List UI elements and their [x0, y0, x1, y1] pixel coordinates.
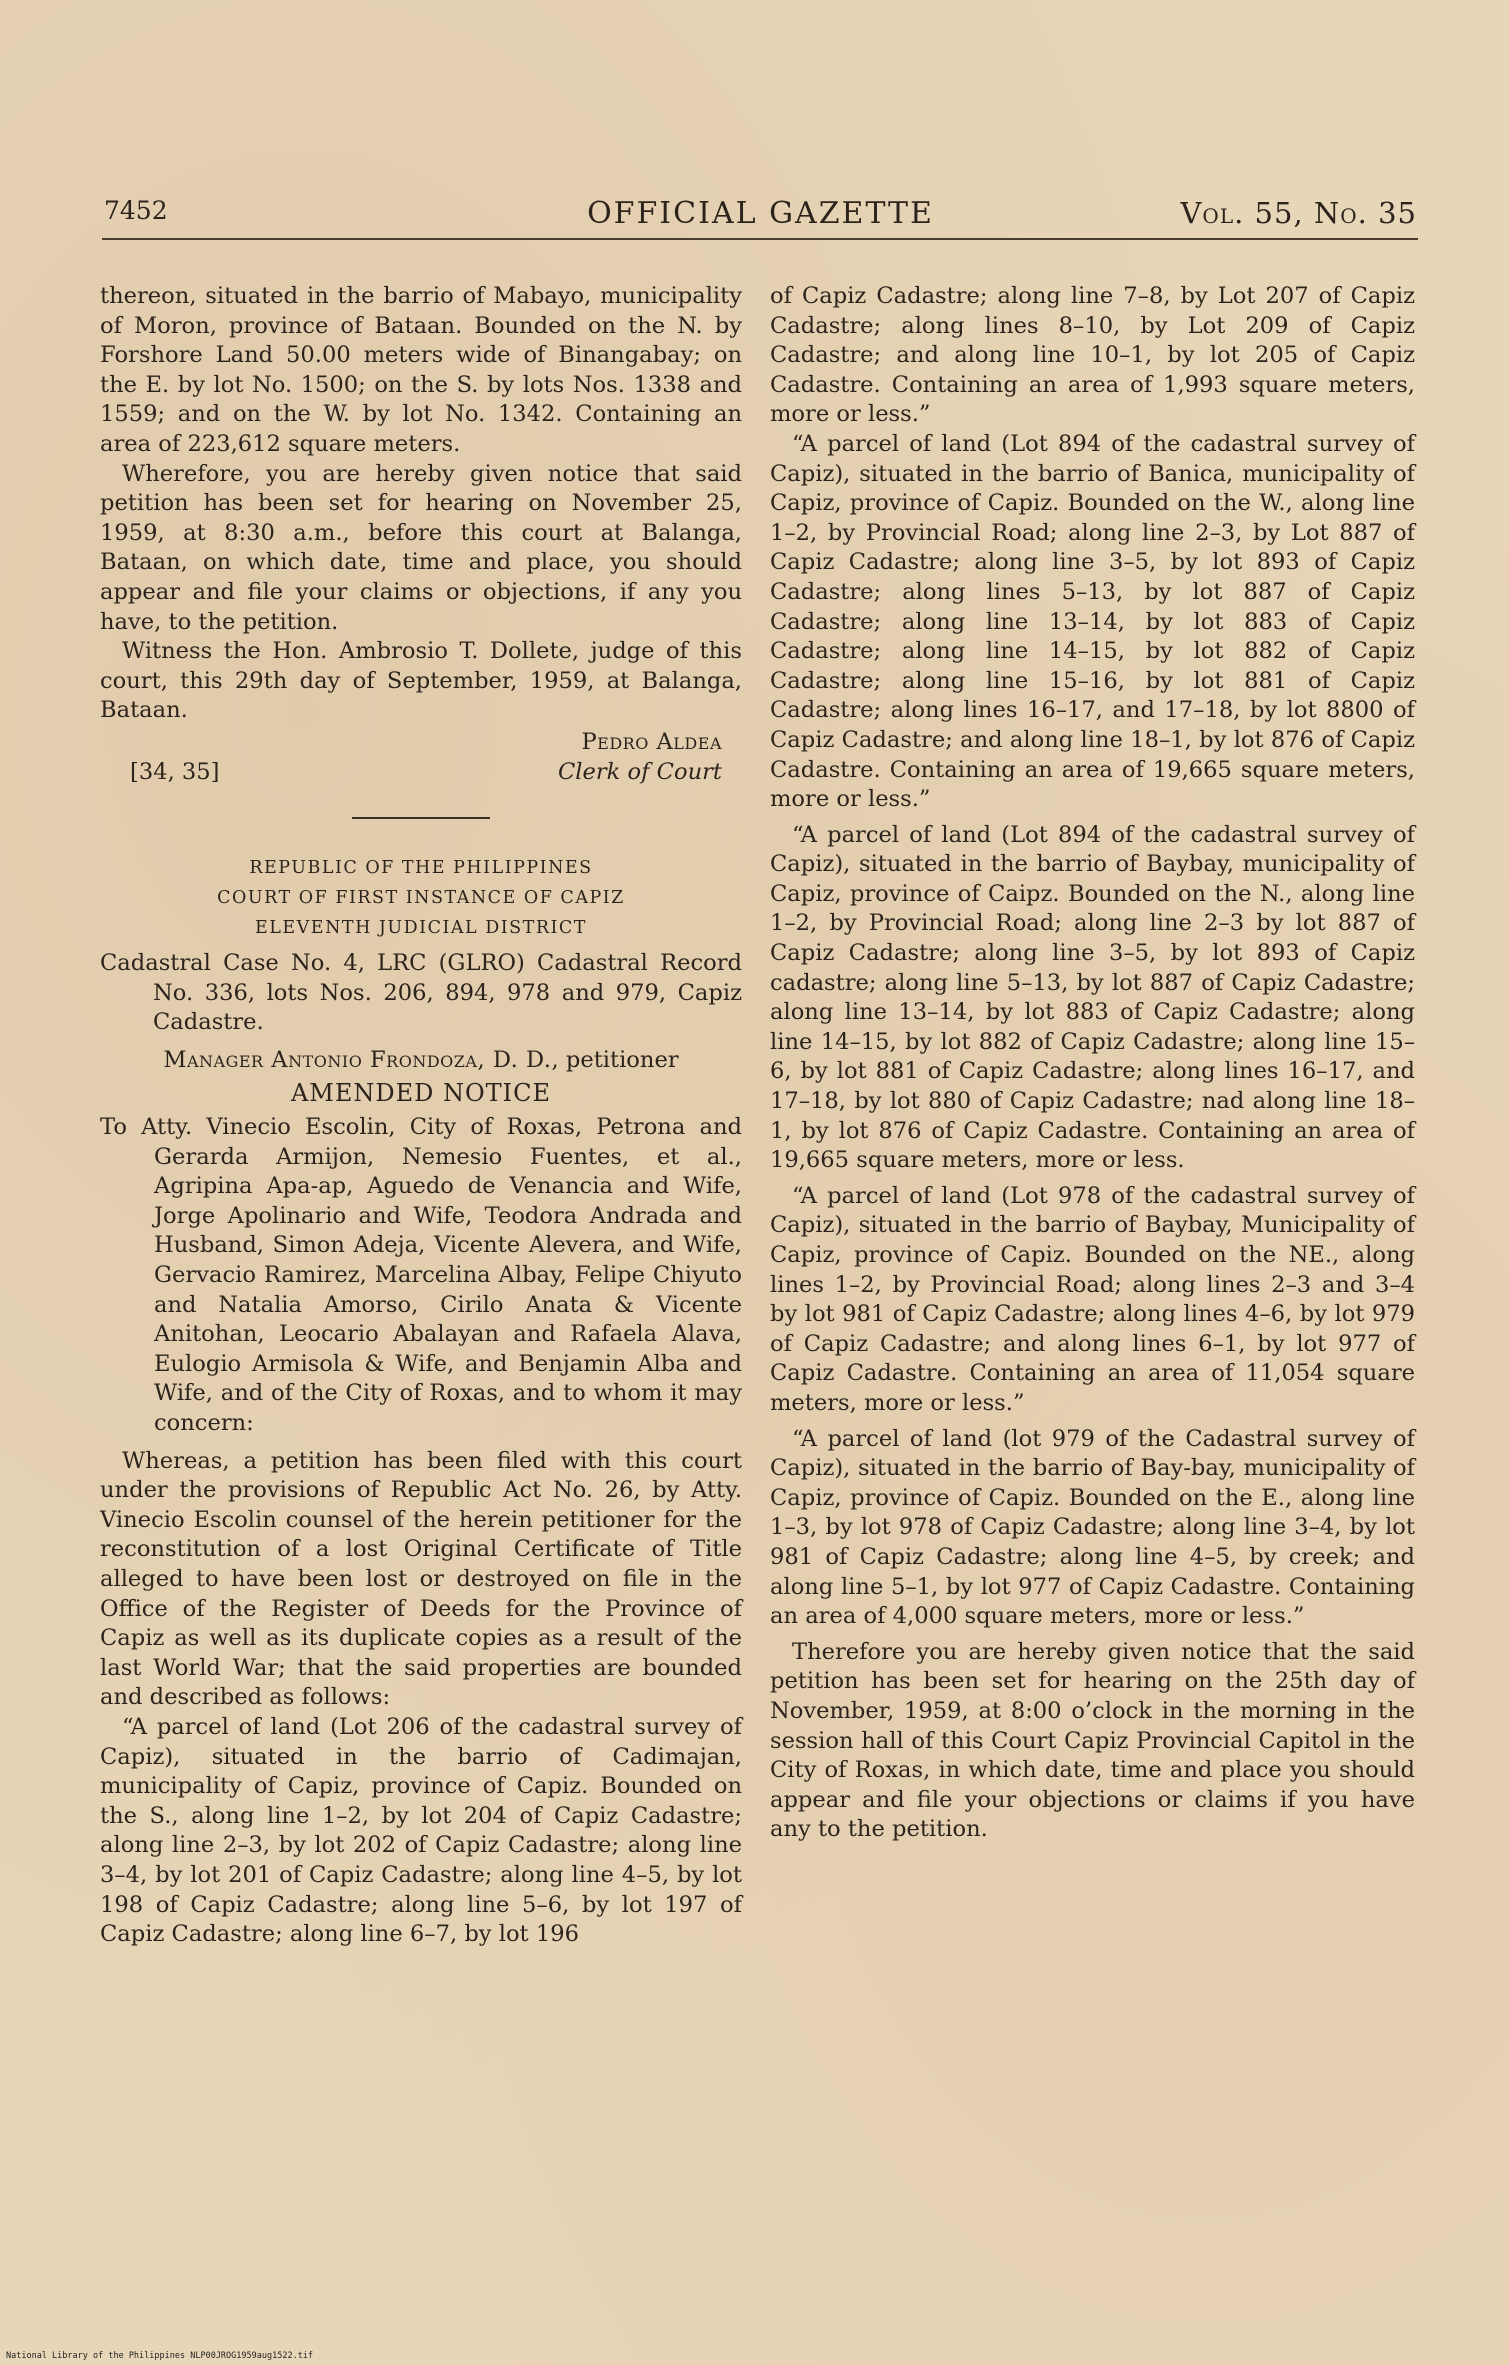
- right-paragraph: “A parcel of land (Lot 894 of the cadastral survey of Capiz), situated in the barrio of Baybay, municipality of Capiz, province of Caipz. Bounded on the N., along line 1–2, by Provincial Road; along line 2–3 by lot 887 of Capiz Cadastre; along line 3–5, by lot 893 of Capiz cadastre; along line 5–13, by lot 887 of Capiz Cadastre; along line 13–14, by lot 883 of Capiz Cadastre; along line 14–15, by lot 882 of Capiz Cadastre; along line 15–6, by lot 881 of Capiz Cadastre; along lines 16–17, and 17–18, by lot 880 of Capiz Cadastre; nad along line 18–1, by lot 876 of Capiz Cadastre. Containing an area of 19,665 square meters, more or less.: [770, 821, 1415, 1174]
- addressees: To Atty. Vinecio Escolin, City of Roxas, Petrona and Gerarda Armijon, Nemesio Fuentes, et al., Agripina Apa-ap, Aguedo de Venancia and Wife, Jorge Apolinario and Wife, Teodora Andrada and Husband, Simon Adeja, Vicente Alevera, and Wife, Gervacio Ramirez, Marcelina Albay, Felipe Chiyuto and Natalia Amorso, Cirilo Anata & Vicente Anitohan, Leocario Abalayan and Rafaela Alava, Eulogio Armisola & Wife, and Benjamin Alba and Wife, and of the City of Roxas, and to whom it may concern:: [100, 1114, 742, 1436]
- petitioner-line: [100, 1046, 742, 1076]
- notice-title: AMENDED NOTICE: [290, 1079, 552, 1108]
- right-paragraph: “A parcel of land (lot 979 of the Cadastral survey of Capiz), situated in the barrio of Bay-bay, municipality of Capiz, province of Capiz. Bounded on the E., along line 1–3, by lot 978 of Capiz Cadastre; along line 3–4, by lot 981 of Capiz Cadastre; along line 4–5, by creek; and along line 5–1, by lot 977 of Capiz Cadastre. Containing an area of 4,000 square meters, more or less.”: [770, 1425, 1415, 1630]
- header-rule: [102, 238, 1418, 240]
- signer-title: Clerk of Court: [557, 758, 722, 785]
- left-paragraph: Whereas, a petition has been filed with this court under the provisions of Republic Act No. 26, by Atty. Vinecio Escolin counsel of the herein petitioner for the reconstitution of a lost Original Certificate of Title alleged to have been lost or destroyed on file in the Office of the Register of Deeds for the Province of Capiz as well as its duplicate copies as a result of the last World War; that the said properties are bounded and described as follows:: [100, 1447, 742, 1711]
- right-paragraph: of Capiz Cadastre; along line 7–8, by Lot 207 of Capiz Cadastre; along lines 8–10, by Lot 209 of Capiz Cadastre; and along line 10–1, by lot 205 of Capiz Cadastre. Containing an area of 1,993 square meters, more or less.”: [770, 283, 1415, 428]
- left-paragraph: Wherefore, you are hereby given notice that said petition has been set for hearing on November 25, 1959, at 8:30 a.m., before this court at Balanga, Bataan, on which date, time and place, you should appear and file your claims or objections, if any you have, to the petition.: [100, 460, 742, 635]
- left-paragraph: “A parcel of land (Lot 206 of the cadastral survey of Capiz), situated in the barrio of Cadimajan, municipality of Capiz, province of Capiz. Bounded on the S., along line 1–2, by lot 204 of Capiz Cadastre; along line 2–3, by lot 202 of Capiz Cadastre; along line 3–4, by lot 201 of Capiz Cadastre; along line 4–5, by lot 198 of Capiz Cadastre; along line 5–6, by lot 197 of Capiz Cadastre; along line 6–7, by lot 196: [100, 1713, 742, 1948]
- manager-name: Manager Antonio Frondoza, D. D.: [163, 1046, 552, 1073]
- issue-reference: [34, 35]: [130, 758, 220, 785]
- volume-number: Vol. 55, No. 35: [1180, 196, 1417, 230]
- right-paragraph: “A parcel of land (Lot 978 of the cadastral survey of Capiz), situated in the barrio of Baybay, Municipality of Capiz, province of Capiz. Bounded on the NE., along lines 1–2, by Provincial Road; along lines 2–3 and 3–4 by lot 981 of Capiz Cadastre; along lines 4–6, by lot 979 of Capiz Cadastre; and along lines 6–1, by lot 977 of Capiz Cadastre. Containing an area of 11,054 square meters, more or less.”: [770, 1182, 1415, 1416]
- section-separator: [352, 817, 490, 819]
- right-column: [770, 282, 1415, 1845]
- left-paragraph: thereon, situated in the barrio of Mabayo, municipality of Moron, province of Bataan. Bounded on the N. by Forshore Land 50.00 meters wide of Binangabay; on the E. by lot No. 1500; on the S. by lots Nos. 1338 and 1559; and on the W. by lot No. 1342. Containing an area of 223,612 square meters.: [100, 283, 742, 457]
- left-column: [100, 282, 742, 1950]
- case-line: Cadastral Case No. 4, LRC (GLRO) Cadastral Record No. 336, lots Nos. 206, 894, 978 and 979, Capiz Cadastre.: [100, 950, 742, 1036]
- right-paragraph: “A parcel of land (Lot 894 of the cadastral survey of Capiz), situated in the barrio of Banica, municipality of Capiz, province of Capiz. Bounded on the W., along line 1–2, by Provincial Road; along line 2–3, by Lot 887 of Capiz Cadastre; along line 3–5, by lot 893 of Capiz Cadastre; along lines 5–13, by lot 887 of Capiz Cadastre; along line 13–14, by lot 883 of Capiz Cadastre; along line 14–15, by lot 882 of Capiz Cadastre; along line 15–16, by lot 881 of Capiz Cadastre; along lines 16–17, and 17–18, by lot 8800 of Capiz Cadastre; and along line 18–1, by lot 876 of Capiz Cadastre. Containing an area of 19,665 square meters, more or less.”: [770, 430, 1415, 813]
- manager-role: , petitioner: [551, 1046, 679, 1073]
- signature-block: [100, 728, 742, 787]
- page-header: [104, 196, 1417, 236]
- signer: [558, 728, 742, 787]
- left-paragraph: Witness the Hon. Ambrosio T. Dollete, judge of this court, this 29th day of September, 1959, at Balanga, Bataan.: [100, 638, 742, 724]
- court-line: COURT OF FIRST INSTANCE OF CAPIZ: [217, 888, 625, 909]
- scan-source-footer: National Library of the Philippines NLP00JROG1959aug1522.tif: [6, 2351, 314, 2361]
- page-number: 7452: [104, 196, 168, 225]
- court-line: REPUBLIC OF THE PHILIPPINES: [249, 858, 593, 879]
- signer-name: Pedro Aldea: [581, 728, 722, 755]
- publication-title: OFFICIAL GAZETTE: [587, 196, 934, 231]
- right-paragraph: Therefore you are hereby given notice that the said petition has been set for hearing on the 25th day of November, 1959, at 8:00 o’clock in the morning in the session hall of this Court Capiz Provincial Capitol in the City of Roxas, in which date, time and place you should appear and file your objections or claims if you have any to the petition.: [770, 1638, 1415, 1843]
- court-line: ELEVENTH JUDICIAL DISTRICT: [255, 918, 587, 939]
- court-heading: [100, 853, 742, 943]
